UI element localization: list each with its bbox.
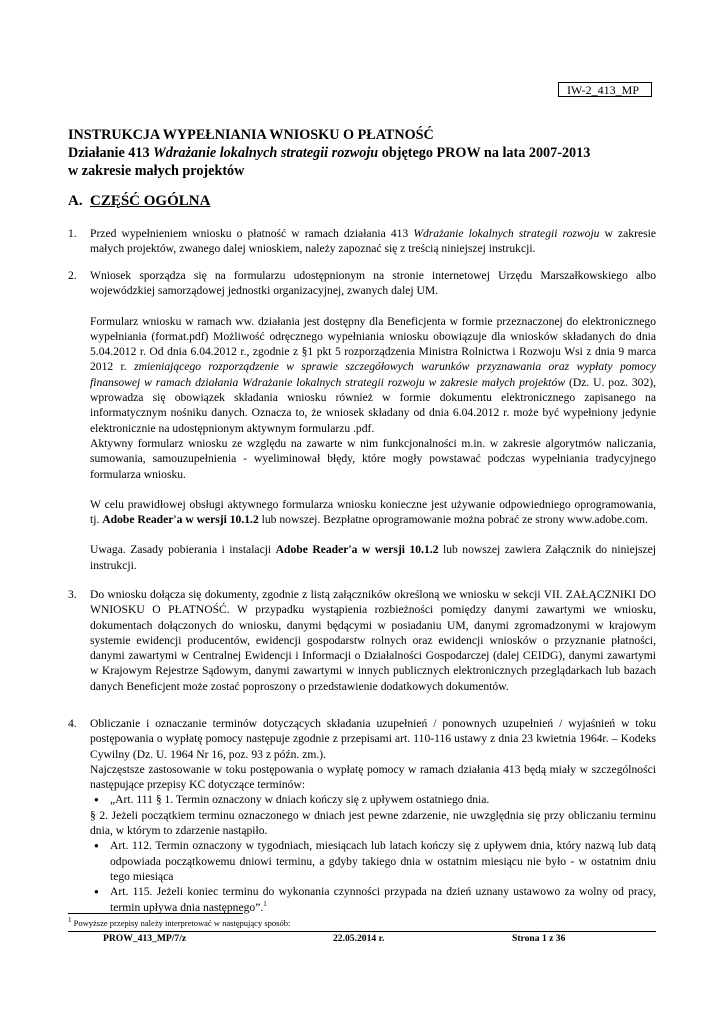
section-title: CZĘŚĆ OGÓLNA (90, 193, 211, 209)
item-1-post: w zakresie małych projektów, zwanego dalej wnioskiem, należy zapoznać się z treścią niniejszej instrukcji. (90, 227, 656, 256)
item-2-paragraph-4 (90, 497, 656, 528)
item-2-paragraph-3: Aktywny formularz wniosku ze względu na zawarte w nim funkcjonalności m.in. w zakresie algorytmów naliczania, sumowania, samouzupełnienia - wyeliminował błędy, które mogły powstawać podczas wypełniania tradycyjnego formularza wniosku. (90, 436, 656, 481)
footer-date: 22.05.2014 r. (333, 933, 385, 944)
footnote-separator (68, 913, 243, 914)
footnote (68, 918, 290, 928)
item-2-p5-bold: Adobe Reader'a w wersji 10.1.2 (275, 543, 439, 557)
document-title (68, 126, 658, 180)
item-4-paragraph-3: § 2. Jeżeli początkiem terminu oznaczonego w dniach jest pewne zdarzenie, nie uwzględnia się przy obliczaniu terminu dnia, w którym to zdarzenie nastąpiło. (90, 808, 656, 838)
title-line-2-post: objętego PROW na lata 2007-2013 (378, 145, 591, 161)
item-2-p2-a: Formularz wniosku w ramach ww. działania jest dostępny dla Beneficjenta w formie przeznaczonej do elektronicznego wypełniania (format.pdf) Możliwość odręcznego wypełniania wniosku obowiązuje dla wniosków składanych do dnia 5.04.2012 r. Od dnia 6.04.2012 r., zgodnie z §1 pkt 5 rozporządzenia Ministra Rolnictwa i Rozwoju Wsi z dnia 9 marca 2012 r. (90, 314, 656, 374)
item-1-text (90, 226, 656, 257)
title-line-2 (68, 144, 658, 162)
title-line-2-italic: Wdrażanie lokalnych strategii rozwoju (153, 145, 379, 161)
item-number: 1. (68, 227, 77, 240)
footer-page-number: Strona 1 z 36 (512, 933, 566, 944)
item-2-paragraph-5 (90, 542, 656, 573)
footer-separator (68, 931, 656, 932)
section-heading (68, 193, 210, 210)
document-code: IW-2_413_MP (558, 82, 652, 97)
list-item-1 (68, 226, 656, 257)
footnote-reference[interactable]: 1 (263, 899, 267, 908)
footnote-text: Powyższe przepisy należy interpretować w następujący sposób: (71, 918, 291, 928)
item-1-italic: Wdrażanie lokalnych strategii rozwoju (413, 227, 600, 240)
item-1-pre: Przed wypełnieniem wniosku o płatność w ramach działania 413 (90, 227, 414, 240)
item-2-p2-italic: zmieniającego rozporządzenie w sprawie szczegółowych warunków przyznawania oraz wypłaty pomocy finansowej w ramach działania Wdrażanie lokalnych strategii rozwoju w zakresie małych projektów (90, 360, 656, 389)
title-line-3: w zakresie małych projektów (68, 163, 245, 179)
item-4-bullet-3-text: Art. 115. Jeżeli koniec terminu do wykonania czynności przypada na dzień uznany ustawowo za wolny od pracy, termin upływa dnia następnego”. (110, 885, 656, 914)
item-2-p4-a: W celu prawidłowej obsługi aktywnego formularza wniosku konieczne jest używanie odpowiedniego oprogramowania, tj. (90, 497, 656, 527)
section-letter: A. (68, 193, 83, 209)
footnote-mark: 1 (68, 916, 72, 925)
item-3-text: Do wniosku dołącza się dokumenty, zgodnie z listą załączników określoną we wniosku w sekcji VII. ZAŁĄCZNIKI DO WNIOSKU O PŁATNOŚĆ. W przypadku wystąpienia rozbieżności pomiędzy danymi zawartymi we wniosku, dokumentach dołączonych do wniosku, danymi będącymi w posiadaniu UM, danymi zgromadzonymi w krajowym systemie ewidencji producentów, ewidencji gospodarstw rolnych oraz ewidencji wniosków o przyznanie płatności, danymi zawartymi w Centralnej Ewidencji i Informacji o Działalności Gospodarczej (dalej CEIDG), danymi zawartymi w Krajowym Rejestrze Sądowym, danymi zawartymi w innych publicznych elektronicznych przeglądarkach lub bazach danych Beneficjent może zostać poproszony o przedstawienie dodatkowych dokumentów. (90, 588, 656, 693)
item-4-paragraph-2: Najczęstsze zastosowanie w toku postępowania o wypłatę pomocy w ramach działania 413 będą miały w szczególności następujące przepisy KC dotyczące terminów: (90, 762, 656, 792)
item-4-bullet-1: ● „Art. 111 § 1. Termin oznaczony w dniach kończy się z upływem ostatniego dnia. (90, 792, 656, 807)
item-number: 3. (68, 588, 77, 601)
item-4-bullet-2: ● Art. 112. Termin oznaczony w tygodniach, miesiącach lub latach kończy się z upływem dnia, który nazwą lub datą odpowiada początkowemu dniowi terminu, a gdyby takiego dnia w ostatnim miesiącu nie było - w ostatnim dniu tego miesiąca (90, 838, 656, 884)
title-line-1: INSTRUKCJA WYPEŁNIANIA WNIOSKU O PŁATNOŚĆ (68, 127, 434, 143)
list-item-3 (68, 587, 656, 694)
item-2-paragraph-1: Wniosek sporządza się na formularzu udostępnionym na stronie internetowej Urzędu Marszałkowskiego albo wojewódzkiej samorządowej jednostki organizacyjnej, zwanych dalej UM. (90, 269, 656, 298)
title-line-2-pre: Działanie 413 (68, 145, 154, 161)
footer-document-id: PROW_413_MP/7/z (103, 933, 187, 944)
list-item-2 (68, 268, 656, 573)
item-number: 2. (68, 269, 77, 282)
item-2-p2-b: (Dz. U. poz. 302), wprowadza się obowiązek składania wniosku również w formie dokumentu elektronicznego zapisanego na informatycznym nośniku danych. Oznacza to, że wniosek składany od dnia 6.04.2012 r. może być wypełniony jedynie elektronicznie na udostępnionym aktywnym formularzu .pdf. (90, 375, 656, 435)
item-2-p5-b: lub nowszej zawiera Załącznik do niniejszej instrukcji. (90, 543, 656, 572)
item-4-bullet-3 (90, 884, 656, 915)
item-2-p4-bold: Adobe Reader'a w wersji 10.1.2 (102, 513, 259, 527)
list-item-4 (68, 716, 656, 915)
item-2-p5-a: Uwaga. Zasady pobierania i instalacji (90, 543, 276, 557)
item-number: 4. (68, 717, 77, 730)
item-4-paragraph-1: Obliczanie i oznaczanie terminów dotyczących składania uzupełnień / ponownych uzupełnień / wyjaśnień w toku postępowania o wypłatę pomocy następuje zgodnie z przepisami art. 110-116 ustawy z dnia 23 kwietnia 1964r. – Kodeks Cywilny (Dz. U. 1964 Nr 16, poz. 93 z późn. zm.). (90, 717, 656, 761)
item-2-p4-b: lub nowszej. Bezpłatne oprogramowanie można pobrać ze strony www.adobe.com. (258, 513, 648, 527)
item-2-paragraph-2 (90, 314, 656, 436)
